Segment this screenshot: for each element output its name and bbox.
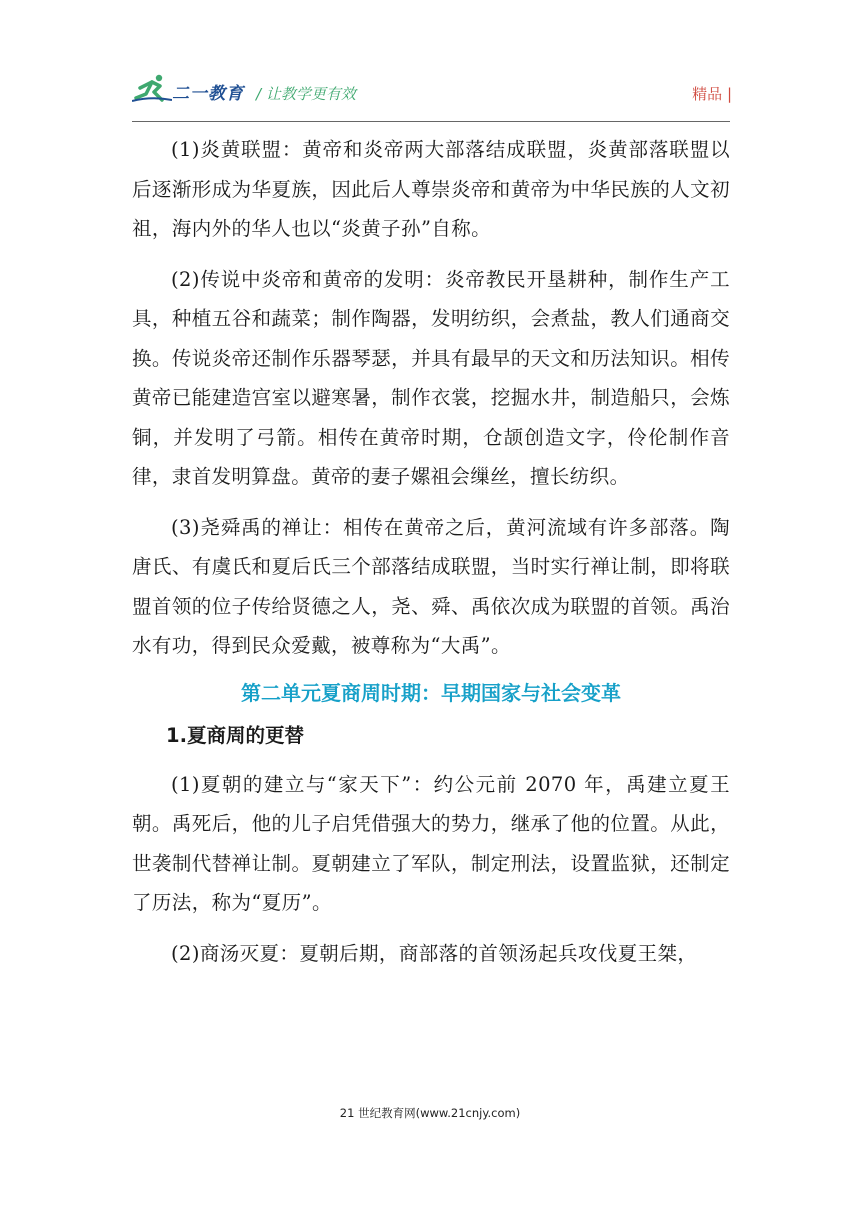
paragraph-inventions: (2)传说中炎帝和黄帝的发明：炎帝教民开垦耕种，制作生产工具，种植五谷和蔬菜；制作陶器，发明纺织，会煮盐，教人们通商交换。传说炎帝还制作乐器琴瑟，并具有最早的天文和历法知识。相传黄帝已能建造宫室以避寒暑，制作衣裳，挖掘水井，制造船只，会炼铜，并发明了弓箭。相传在黄帝时期，仓颉创造文字，伶伦制作音律，隶首发明算盘。黄帝的妻子嫘祖会缫丝，擅长纺织。 bbox=[132, 267, 730, 488]
header-divider bbox=[132, 121, 730, 122]
sub-title: 1.夏商周的更替 bbox=[166, 723, 304, 747]
paragraph-xia-dynasty: (1)夏朝的建立与“家天下”：约公元前 2070 年，禹建立夏王朝。禹死后，他的儿子启凭借强大的势力，继承了他的位置。从此，世袭制代替禅让制。夏朝建立了军队，制定刑法，设置监狱，还制定了历法，称为“夏历”。 bbox=[132, 772, 730, 914]
document-body bbox=[132, 130, 730, 984]
paragraph-shang-tang: (2)商汤灭夏：夏朝后期，商部落的首领汤起兵攻伐夏王桀， bbox=[171, 941, 698, 965]
paragraph-abdication: (3)尧舜禹的禅让：相传在黄帝之后，黄河流域有许多部落。陶唐氏、有虞氏和夏后氏三个部落结成联盟，当时实行禅让制，即将联盟首领的位子传给贤德之人，尧、舜、禹依次成为联盟的首领。禹治水有功，得到民众爱戴，被尊称为“大禹”。 bbox=[132, 515, 730, 657]
runner-logo-icon bbox=[132, 74, 172, 102]
logo-text: 二一教育 bbox=[172, 84, 244, 104]
page-footer: 21 世纪教育网(www.21cnjy.com) bbox=[339, 1106, 521, 1120]
page-header bbox=[132, 68, 732, 108]
section-title: 第二单元夏商周时期：早期国家与社会变革 bbox=[241, 680, 621, 705]
slogan: / 让教学更有效 bbox=[256, 85, 356, 103]
logo bbox=[132, 74, 250, 102]
paragraph-yanhuang-alliance: (1)炎黄联盟：黄帝和炎帝两大部落结成联盟，炎黄部落联盟以后逐渐形成为华夏族，因此后人尊崇炎帝和黄帝为中华民族的人文初祖，海内外的华人也以“炎黄子孙”自称。 bbox=[132, 138, 730, 240]
quality-label: 精品 | bbox=[692, 85, 732, 103]
